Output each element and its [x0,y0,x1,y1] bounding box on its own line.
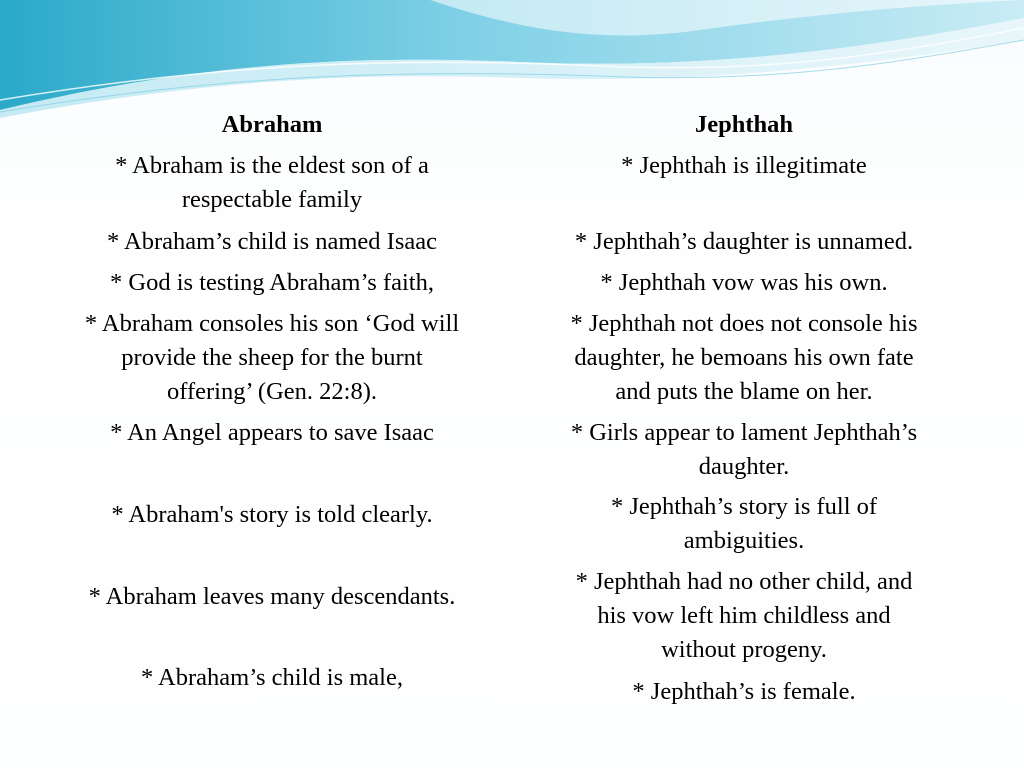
abraham-row-5 [22,416,522,450]
text-line: * Jephthah’s is female. [632,678,856,705]
text-line: * Abraham leaves many descendants. [88,583,456,610]
jephthah-row-8 [500,675,988,709]
header-wave-decoration [0,0,1024,120]
jephthah-row-4 [500,307,988,409]
jephthah-row-1 [500,149,988,183]
text-line: * An Angel appears to save Isaac [110,419,434,446]
text-line: * Abraham’s child is male, [141,664,403,691]
text-line: * Jephthah is illegitimate [621,152,867,179]
text-line: * Abraham’s child is named Isaac [107,228,437,255]
text-line: * Jephthah had no other child, and [575,568,913,595]
abraham-row-1 [22,149,522,217]
jephthah-row-2 [500,225,988,259]
text-line: * Jephthah’s story is full of [610,493,878,520]
jephthah-row-6 [500,490,988,558]
text-line: respectable family [181,186,363,213]
text-line: * Jephthah vow was his own. [600,269,888,296]
text-line: * God is testing Abraham’s faith, [110,269,434,296]
text-line: provide the sheep for the burnt [121,344,423,371]
text-line: ambiguities. [683,527,805,554]
jephthah-row-7 [500,565,988,667]
abraham-row-7 [22,580,522,614]
header-jephthah: Jephthah [694,111,794,138]
text-line: offering’ (Gen. 22:8). [167,378,377,405]
text-line: without progeny. [661,636,827,663]
jephthah-row-5 [500,416,988,484]
abraham-row-4 [22,307,522,409]
abraham-row-2 [22,225,522,259]
text-line: daughter. [698,453,790,480]
text-line: * Abraham is the eldest son of a [115,152,429,179]
text-line: * Abraham's story is told clearly. [111,501,433,528]
text-line: his vow left him childless and [597,602,891,629]
abraham-row-6 [22,498,522,532]
abraham-row-8 [22,661,522,695]
text-line: * Girls appear to lament Jephthah’s [570,419,918,446]
text-line: daughter, he bemoans his own fate [574,344,914,371]
text-line: * Jephthah not does not console his [570,310,918,337]
text-line: * Abraham consoles his son ‘God will [84,310,460,337]
abraham-row-3 [22,266,522,300]
header-abraham: Abraham [221,111,323,138]
text-line: and puts the blame on her. [615,378,873,405]
text-line: * Jephthah’s daughter is unnamed. [574,228,914,255]
jephthah-row-3 [500,266,988,300]
